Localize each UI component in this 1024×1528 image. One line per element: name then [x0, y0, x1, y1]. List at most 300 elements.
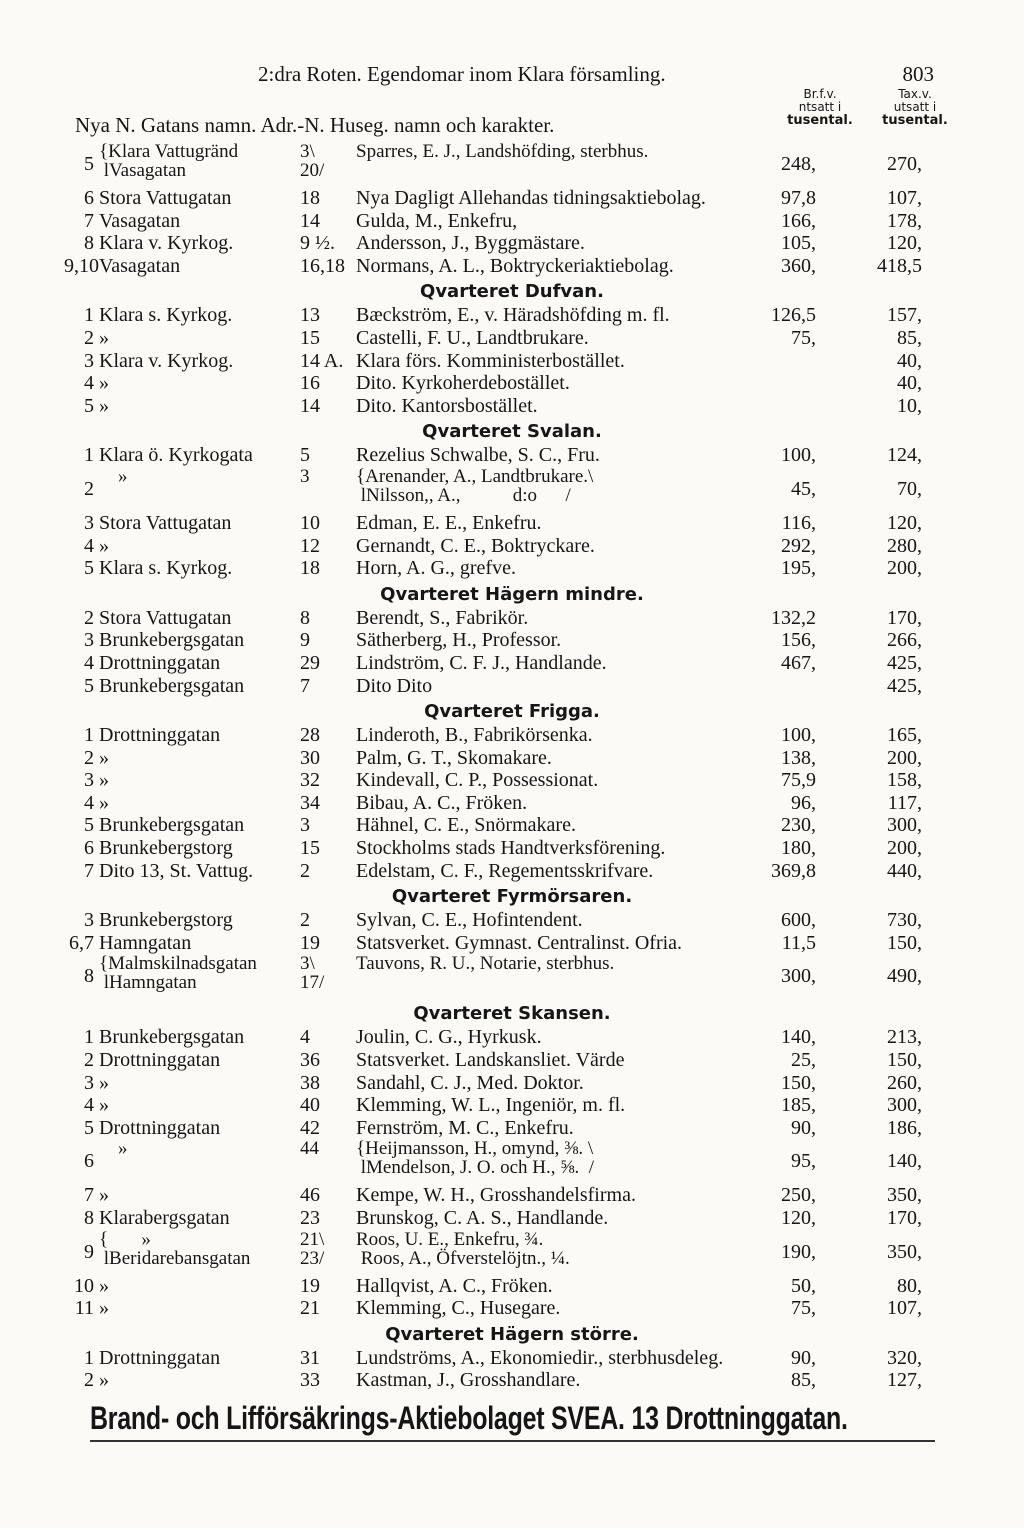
cell-tax: 730,: [887, 909, 922, 932]
property-row: [0, 1275, 1024, 1298]
cell-owner: {Heijmansson, H., omynd, ⅜. \ lMendelson, J. O. och H., ⅝. /: [356, 1138, 595, 1179]
cell-brf: 150,: [781, 1071, 816, 1094]
cell-adr: 40: [300, 1094, 320, 1117]
cell-num: 1: [84, 1346, 94, 1369]
cell-street: »: [99, 1297, 109, 1320]
cell-tax: 120,: [887, 511, 922, 534]
cell-adr: 21: [300, 1297, 320, 1320]
cell-owner: Hallqvist, A. C., Fröken.: [356, 1274, 553, 1297]
cell-num: 6: [84, 1150, 94, 1173]
cell-tax: 107,: [887, 187, 922, 209]
property-row: [0, 629, 1024, 652]
cell-adr: 15: [300, 326, 320, 349]
cell-brf: 467,: [781, 651, 816, 674]
advertisement-footer: Brand- och Lifförsäkrings-Aktiebolaget SVEA. 13 Drottninggatan.: [90, 1400, 848, 1436]
cell-street: »: [99, 1369, 109, 1392]
cell-num: 1: [84, 724, 94, 747]
cell-owner: Statsverket. Landskansliet. Värde: [356, 1049, 625, 1072]
cell-brf: 95,: [791, 1150, 816, 1173]
cell-tax: 150,: [887, 1049, 922, 1072]
property-row: [0, 1049, 1024, 1072]
cell-adr: 31: [300, 1346, 320, 1369]
cell-brf: 185,: [781, 1094, 816, 1117]
cell-brf: 369,8: [771, 859, 816, 882]
cell-adr: 10: [300, 511, 320, 534]
property-row: [0, 535, 1024, 558]
cell-tax: 127,: [887, 1369, 922, 1392]
cell-tax: 157,: [887, 304, 922, 327]
cell-brf: 156,: [781, 629, 816, 652]
cell-tax: 150,: [887, 931, 922, 954]
property-row: [0, 1230, 1024, 1275]
cell-brf: 300,: [781, 965, 816, 988]
cell-num: 6: [84, 187, 94, 209]
cell-owner: {Arenander, A., Landtbrukare.\ lNilsson,, A., d:o /: [356, 465, 594, 506]
cell-adr: 3: [300, 814, 310, 837]
cell-street: Drottninggatan: [99, 1346, 221, 1369]
cell-street: {Malmskilnadsgatan lHamngatan: [99, 953, 257, 994]
cell-tax: 120,: [887, 232, 922, 255]
cell-adr: 19: [300, 1274, 320, 1297]
cell-owner: Fernström, M. C., Enkefru.: [356, 1116, 574, 1139]
cell-street: Stora Vattugatan: [99, 511, 232, 534]
cell-adr: 19: [300, 931, 320, 954]
cell-num: 8: [84, 232, 94, 255]
cell-tax: 440,: [887, 859, 922, 882]
cell-adr: 3\ 17/: [300, 953, 325, 994]
cell-adr: 21\ 23/: [300, 1228, 325, 1269]
cell-owner: Sparres, E. J., Landshöfding, sterbhus.: [356, 141, 649, 162]
cell-brf: 97,8: [781, 187, 816, 209]
cell-street: Stora Vattugatan: [99, 187, 232, 209]
cell-street: »: [99, 1071, 109, 1094]
cell-street: »: [99, 791, 109, 814]
property-row: [0, 1117, 1024, 1140]
property-row: [0, 255, 1024, 278]
column-headers: [75, 87, 948, 146]
cell-brf: 90,: [791, 1116, 816, 1139]
cell-tax: 266,: [887, 629, 922, 652]
cell-brf: 126,5: [771, 304, 816, 327]
cell-adr: 16,18: [300, 254, 345, 277]
column-header-brf: [775, 88, 865, 127]
cell-street: {Klara Vattugränd lVasagatan: [99, 141, 239, 181]
cell-adr: 16: [300, 372, 320, 395]
property-row: [0, 932, 1024, 955]
cell-street: Drottninggatan: [99, 1116, 221, 1139]
tax-top: Tax.v.: [898, 87, 932, 101]
property-row: [0, 1139, 1024, 1184]
cell-street: Klara ö. Kyrkogata: [99, 444, 253, 467]
cell-tax: 40,: [897, 349, 922, 372]
cell-brf: 105,: [781, 232, 816, 255]
property-row: [0, 1369, 1024, 1392]
cell-street: Klara s. Kyrkog.: [99, 557, 233, 580]
cell-num: 5: [84, 557, 94, 580]
property-row: [0, 652, 1024, 675]
cell-adr: 46: [300, 1184, 320, 1207]
cell-num: 3: [84, 769, 94, 792]
cell-num: 1: [84, 304, 94, 327]
cell-adr: 23: [300, 1207, 320, 1229]
footer-rule: [90, 1440, 935, 1442]
cell-brf: 195,: [781, 557, 816, 580]
cell-street: Vasagatan: [99, 254, 181, 277]
cell-adr: 14 A.: [300, 349, 344, 372]
quarter-heading: Qvarteret Hägern mindre.: [380, 583, 644, 605]
cell-tax: 10,: [897, 394, 922, 417]
property-row: [0, 747, 1024, 770]
cell-num: 4: [84, 372, 94, 395]
quarter-heading: Qvarteret Svalan.: [422, 421, 602, 443]
brf-bottom: tusental.: [787, 113, 853, 128]
cell-street: Dito 13, St. Vattug.: [99, 859, 254, 882]
cell-tax: 107,: [887, 1297, 922, 1320]
cell-tax: 300,: [887, 814, 922, 837]
cell-adr: 33: [300, 1369, 320, 1392]
cell-num: 10: [74, 1274, 94, 1297]
property-row: [0, 304, 1024, 327]
cell-owner: Kindevall, C. P., Possessionat.: [356, 769, 599, 792]
quarter-heading: Qvarteret Skansen.: [413, 1003, 611, 1025]
cell-tax: 270,: [887, 153, 922, 175]
property-row: [0, 724, 1024, 747]
cell-tax: 213,: [887, 1026, 922, 1049]
cell-adr: 5: [300, 444, 310, 467]
cell-adr: 9 ½.: [300, 232, 335, 255]
cell-tax: 490,: [887, 965, 922, 988]
cell-tax: 158,: [887, 769, 922, 792]
quarter-heading: Qvarteret Frigga.: [424, 701, 600, 723]
cell-owner: Lundströms, A., Ekonomiedir., sterbhusdeleg.: [356, 1346, 724, 1369]
cell-street: Brunkebergstorg: [99, 909, 233, 932]
cell-tax: 170,: [887, 606, 922, 629]
cell-street: »: [99, 394, 109, 417]
running-head: 2:dra Roten. Egendomar inom Klara församling.: [258, 62, 666, 86]
column-header-left: Nya N. Gatans namn. Adr.-N. Huseg. namn och karakter.: [75, 113, 555, 137]
cell-brf: 230,: [781, 814, 816, 837]
cell-owner: Berendt, S., Fabrikör.: [356, 606, 529, 629]
property-row: [0, 1026, 1024, 1049]
cell-street: Klara v. Kyrkog.: [99, 232, 234, 255]
cell-tax: 117,: [887, 791, 922, 814]
cell-brf: 85,: [791, 1369, 816, 1392]
cell-brf: 138,: [781, 746, 816, 769]
property-row: [0, 1094, 1024, 1117]
cell-brf: 250,: [781, 1184, 816, 1207]
cell-num: 6,7: [69, 931, 94, 954]
cell-num: 3: [84, 1071, 94, 1094]
quarter-heading: Qvarteret Fyrmörsaren.: [391, 886, 633, 908]
cell-adr: 30: [300, 746, 320, 769]
cell-tax: 170,: [887, 1207, 922, 1229]
cell-owner: Dito Dito: [356, 674, 433, 697]
property-row: [0, 1072, 1024, 1095]
cell-num: 5: [84, 674, 94, 697]
cell-adr: 3\ 20/: [300, 141, 325, 181]
cell-owner: Gernandt, C. E., Boktryckare.: [356, 534, 595, 557]
cell-tax: 200,: [887, 837, 922, 860]
cell-owner: Sandahl, C. J., Med. Doktor.: [356, 1071, 584, 1094]
cell-adr: 9: [300, 629, 310, 652]
property-row: [0, 675, 1024, 698]
property-row: [0, 814, 1024, 837]
cell-tax: 124,: [887, 444, 922, 467]
cell-street: Brunkebergsgatan: [99, 814, 245, 837]
cell-tax: 200,: [887, 557, 922, 580]
property-row: [0, 837, 1024, 860]
cell-owner: Linderoth, B., Fabrikörsenka.: [356, 724, 593, 747]
cell-adr: 15: [300, 837, 320, 860]
cell-owner: Bæckström, E., v. Häradshöfding m. fl.: [356, 304, 670, 327]
cell-brf: 96,: [791, 791, 816, 814]
quarter-heading: Qvarteret Dufvan.: [420, 281, 604, 303]
cell-num: 2: [84, 326, 94, 349]
property-row: [0, 860, 1024, 883]
cell-num: 1: [84, 1026, 94, 1049]
cell-brf: 132,2: [771, 606, 816, 629]
cell-tax: 320,: [887, 1346, 922, 1369]
cell-owner: Gulda, M., Enkefru,: [356, 209, 518, 232]
cell-num: 7: [84, 1184, 94, 1207]
cell-street: »: [99, 534, 109, 557]
cell-adr: 18: [300, 557, 320, 580]
cell-num: 5: [84, 153, 94, 175]
cell-adr: 44: [300, 1138, 319, 1160]
cell-street: Brunkebergsgatan: [99, 629, 245, 652]
cell-num: 9,10: [64, 254, 99, 277]
page-number: 803: [902, 62, 934, 86]
cell-num: 5: [84, 814, 94, 837]
cell-tax: 80,: [897, 1274, 922, 1297]
brf-mid: ntsatt i: [798, 100, 842, 114]
property-row: [0, 792, 1024, 815]
cell-tax: 350,: [887, 1184, 922, 1207]
cell-num: 8: [84, 1207, 94, 1229]
cell-street: Klara v. Kyrkog.: [99, 349, 234, 372]
property-row: [0, 142, 1024, 187]
cell-owner: Statsverket. Gymnast. Centralinst. Ofria.: [356, 931, 683, 954]
cell-street: Brunkebergsgatan: [99, 1026, 245, 1049]
cell-brf: 75,9: [781, 769, 816, 792]
cell-num: 7: [84, 209, 94, 232]
cell-brf: 116,: [781, 511, 816, 534]
cell-num: 8: [84, 965, 94, 988]
cell-tax: 280,: [887, 534, 922, 557]
cell-brf: 45,: [791, 477, 816, 500]
property-row: [0, 557, 1024, 580]
cell-brf: 292,: [781, 534, 816, 557]
cell-owner: Lindström, C. F. J., Handlande.: [356, 651, 607, 674]
property-row: [0, 1297, 1024, 1320]
property-row: [0, 232, 1024, 255]
cell-tax: 300,: [887, 1094, 922, 1117]
property-row: [0, 512, 1024, 535]
cell-brf: 100,: [781, 444, 816, 467]
cell-num: 5: [84, 394, 94, 417]
cell-num: 4: [84, 534, 94, 557]
cell-tax: 260,: [887, 1071, 922, 1094]
cell-owner: Edelstam, C. F., Regementsskrifvare.: [356, 859, 654, 882]
cell-brf: 50,: [791, 1274, 816, 1297]
property-row: [0, 1207, 1024, 1230]
cell-adr: 32: [300, 769, 320, 792]
cell-num: 2: [84, 1049, 94, 1072]
tax-mid: utsatt i: [893, 100, 937, 114]
cell-num: 4: [84, 791, 94, 814]
column-header-tax: [875, 88, 955, 127]
cell-num: 3: [84, 629, 94, 652]
cell-brf: 90,: [791, 1346, 816, 1369]
cell-adr: 38: [300, 1071, 320, 1094]
cell-brf: 190,: [781, 1240, 816, 1263]
cell-tax: 165,: [887, 724, 922, 747]
cell-num: 2: [84, 746, 94, 769]
cell-owner: Rezelius Schwalbe, S. C., Fru.: [356, 444, 600, 467]
cell-brf: 11,5: [781, 931, 816, 954]
property-row: [0, 210, 1024, 233]
property-row: [0, 1184, 1024, 1207]
cell-owner: Brunskog, C. A. S., Handlande.: [356, 1207, 609, 1229]
cell-adr: 3: [300, 465, 310, 487]
cell-owner: Sylvan, C. E., Hofintendent.: [356, 909, 583, 932]
property-row: [0, 909, 1024, 932]
property-row: [0, 395, 1024, 418]
cell-owner: Andersson, J., Byggmästare.: [356, 232, 585, 255]
cell-street: Stora Vattugatan: [99, 606, 232, 629]
cell-tax: 425,: [887, 674, 922, 697]
cell-num: 3: [84, 909, 94, 932]
cell-owner: Klara förs. Komministerbostället.: [356, 349, 625, 372]
cell-brf: 75,: [791, 326, 816, 349]
cell-adr: 7: [300, 674, 310, 697]
cell-street: »: [99, 326, 109, 349]
property-list: [0, 142, 1024, 1392]
tax-bottom: tusental.: [882, 113, 948, 128]
cell-num: 2: [84, 606, 94, 629]
cell-brf: 25,: [791, 1049, 816, 1072]
cell-owner: Normans, A. L., Boktryckeriaktiebolag.: [356, 254, 674, 277]
cell-street: »: [99, 1184, 109, 1207]
cell-tax: 178,: [887, 209, 922, 232]
cell-tax: 418,5: [877, 254, 922, 277]
cell-owner: Tauvons, R. U., Notarie, sterbhus.: [356, 953, 615, 975]
cell-owner: Roos, U. E., Enkefru, ¾. Roos, A., Öfverstelöjtn., ¼.: [356, 1228, 570, 1269]
property-row: [0, 444, 1024, 467]
cell-brf: 100,: [781, 724, 816, 747]
cell-street: Klara s. Kyrkog.: [99, 304, 233, 327]
cell-num: 5: [84, 1116, 94, 1139]
cell-tax: 140,: [887, 1150, 922, 1173]
cell-owner: Nya Dagligt Allehandas tidningsaktiebolag.: [356, 187, 706, 209]
property-row: [0, 769, 1024, 792]
property-row: [0, 350, 1024, 373]
cell-adr: 28: [300, 724, 320, 747]
cell-street: Klarabergsgatan: [99, 1207, 230, 1229]
cell-street: »: [99, 1138, 128, 1160]
cell-tax: 425,: [887, 651, 922, 674]
cell-adr: 18: [300, 187, 320, 209]
cell-brf: 140,: [781, 1026, 816, 1049]
cell-adr: 4: [300, 1026, 310, 1049]
cell-owner: Castelli, F. U., Landtbrukare.: [356, 326, 589, 349]
cell-owner: Dito. Kantorsbostället.: [356, 394, 538, 417]
cell-street: Drottninggatan: [99, 724, 221, 747]
cell-num: 2: [84, 1369, 94, 1392]
cell-brf: 600,: [781, 909, 816, 932]
property-row: [0, 187, 1024, 210]
cell-tax: 70,: [897, 477, 922, 500]
cell-num: 9: [84, 1240, 94, 1263]
cell-street: { » lBeridarebansgatan: [99, 1228, 251, 1269]
cell-tax: 200,: [887, 746, 922, 769]
cell-adr: 12: [300, 534, 320, 557]
cell-street: Vasagatan: [99, 209, 181, 232]
cell-num: 1: [84, 444, 94, 467]
cell-street: Drottninggatan: [99, 651, 221, 674]
quarter-heading: Qvarteret Hägern större.: [385, 1323, 639, 1345]
cell-owner: Edman, E. E., Enkefru.: [356, 511, 542, 534]
cell-num: 4: [84, 651, 94, 674]
cell-owner: Klemming, C., Husegare.: [356, 1297, 561, 1320]
cell-owner: Joulin, C. G., Hyrkusk.: [356, 1026, 542, 1049]
cell-street: Brunkebergstorg: [99, 837, 233, 860]
cell-adr: 42: [300, 1116, 320, 1139]
property-row: [0, 954, 1024, 999]
cell-owner: Palm, G. T., Skomakare.: [356, 746, 552, 769]
property-row: [0, 327, 1024, 350]
cell-owner: Stockholms stads Handtverksförening.: [356, 837, 666, 860]
cell-street: »: [99, 372, 109, 395]
cell-street: »: [99, 1094, 109, 1117]
cell-street: Brunkebergsgatan: [99, 674, 245, 697]
cell-adr: 2: [300, 859, 310, 882]
cell-owner: Hähnel, C. E., Snörmakare.: [356, 814, 576, 837]
cell-street: Drottninggatan: [99, 1049, 221, 1072]
cell-owner: Dito. Kyrkoherdebostället.: [356, 372, 570, 395]
cell-brf: 360,: [781, 254, 816, 277]
cell-street: »: [99, 746, 109, 769]
cell-adr: 14: [300, 394, 320, 417]
cell-street: »: [99, 1274, 109, 1297]
cell-num: 7: [84, 859, 94, 882]
cell-street: »: [99, 769, 109, 792]
cell-tax: 85,: [897, 326, 922, 349]
cell-adr: 13: [300, 304, 320, 327]
property-row: [0, 372, 1024, 395]
property-row: [0, 467, 1024, 512]
cell-tax: 186,: [887, 1116, 922, 1139]
cell-num: 2: [84, 477, 94, 500]
cell-adr: 34: [300, 791, 320, 814]
cell-brf: 180,: [781, 837, 816, 860]
cell-brf: 166,: [781, 209, 816, 232]
cell-num: 4: [84, 1094, 94, 1117]
property-row: [0, 607, 1024, 630]
cell-adr: 8: [300, 606, 310, 629]
cell-owner: Bibau, A. C., Fröken.: [356, 791, 528, 814]
cell-street: »: [99, 465, 128, 487]
cell-tax: 350,: [887, 1240, 922, 1263]
cell-brf: 248,: [781, 153, 816, 175]
cell-brf: 120,: [781, 1207, 816, 1229]
property-row: [0, 1347, 1024, 1370]
cell-tax: 40,: [897, 372, 922, 395]
cell-street: Hamngatan: [99, 931, 192, 954]
cell-owner: Sätherberg, H., Professor.: [356, 629, 562, 652]
cell-owner: Horn, A. G., grefve.: [356, 557, 516, 580]
cell-num: 6: [84, 837, 94, 860]
